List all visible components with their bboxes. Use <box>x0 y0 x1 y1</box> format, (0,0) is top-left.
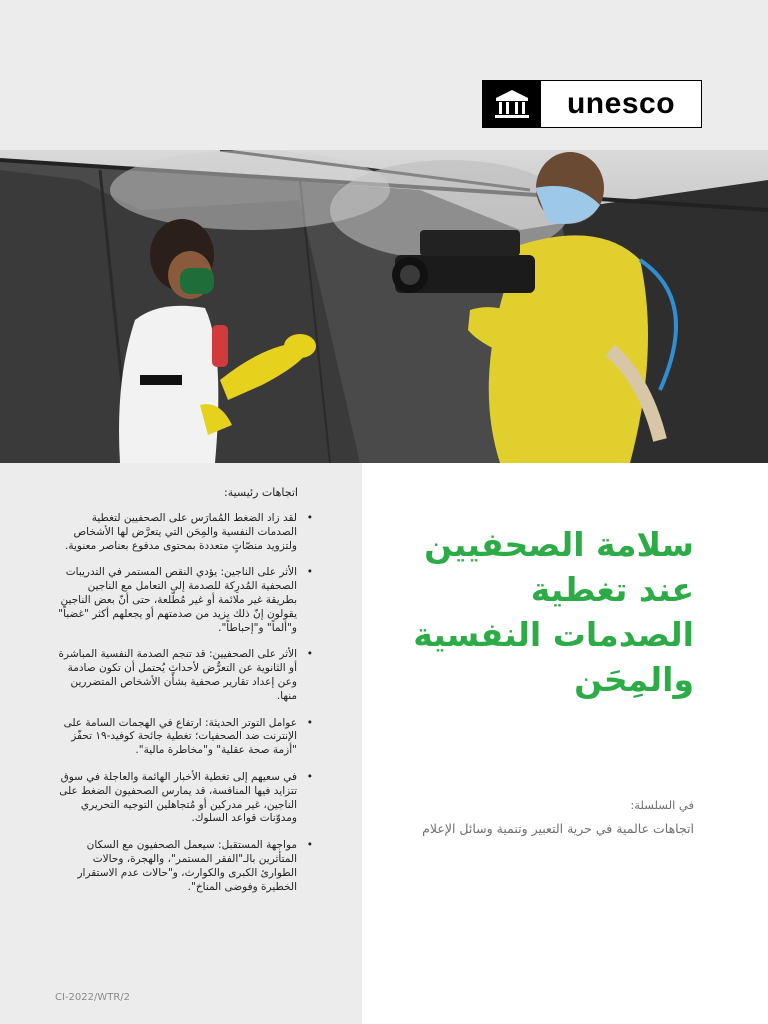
cover-photo <box>0 150 768 463</box>
list-item-text: في سعيهم إلى تغطية الأخبار الهائمة والعاجلة في سوق تتزايد فيها المنافسة، قد يمارس الصحفيون الضغط على الناجين، غير مدركين أو مُتجاهلين التوجيه التحريري ومدوّنات قواعد السلوك. <box>59 770 297 825</box>
document-code: CI-2022/WTR/2 <box>55 992 131 1003</box>
list-item-text: الأثر على الناجين: يؤدي النقص المستمر في التدريبات الصحفية المُدرِكة للصدمة إلى التعامل مع الناجين بطريقة غير ملائمة أو غير مُطّلعة، حتى أنّ بعض الناجين يقولون إنّ ذلك يزيد من صدمتهم أو يجعلهم أكثر "غضباً" و"ألماً" و"إحباطاً". <box>58 566 297 634</box>
list-item-text: مواجهة المستقبل: سيعمل الصحفيون مع السكان المتأثرين بالـ"الفقر المستمر"، والهجرة، وحالات الطوارئ الكبرى والكوارث، و"حالات عدم الاستقرار الخطيرة وفوضى المناخ". <box>77 839 297 893</box>
key-trends-list <box>55 512 313 907</box>
bullet-icon: • <box>306 839 313 852</box>
list-item <box>55 512 313 553</box>
series-label: في السلسلة: <box>630 798 694 812</box>
title-line: عند تغطية <box>530 570 694 609</box>
list-item <box>55 717 313 758</box>
temple-emblem-icon <box>483 81 541 127</box>
bullet-icon: • <box>306 648 313 661</box>
bullet-icon: • <box>306 770 313 783</box>
list-item <box>55 648 313 703</box>
document-title <box>376 522 694 702</box>
title-line: سلامة الصحفيين <box>424 525 694 564</box>
title-line: والمِحَن <box>574 660 694 699</box>
series-name: اتجاهات عالمية في حرية التعبير وتنمية وسائل الإعلام <box>422 821 694 836</box>
list-item-text: لقد زاد الضغط المُمارَس على الصحفيين لتغطية الصدمات النفسية والمِحَن التي يتعرَّض لها الأشخاص ولتزويد منصّاتٍ متعددة بمحتوى مدفوع بعناصر معنوية. <box>65 512 297 552</box>
logo-wordmark: unesco <box>566 87 676 120</box>
list-item <box>55 771 313 826</box>
key-trends-heading: اتجاهات رئيسية: <box>223 486 298 499</box>
list-item <box>55 566 313 635</box>
title-line: الصدمات النفسية <box>413 615 694 654</box>
list-item-text: عوامل التوتر الحديثة: ارتفاع في الهجمات السامة على الإنترنت ضد الصحفيات؛ تغطية جائحة كوفيد-١٩ تحفّز "أزمة صحة عقلية" و"مخاطرة مالية". <box>63 716 297 757</box>
bullet-icon: • <box>306 716 313 729</box>
list-item <box>55 839 313 894</box>
unesco-logo <box>482 80 702 128</box>
list-item-text: الأثر على الصحفيين: قد تنجم الصدمة النفسية المباشرة أو الثانوية عن التعرُّض لأحداثٍ يُحتمل أن تكون صادمة وعن إعداد تقارير صحفية بشأن الأشخاص المتضررين منها. <box>58 648 297 702</box>
bullet-icon: • <box>306 512 313 524</box>
bullet-icon: • <box>306 566 313 579</box>
